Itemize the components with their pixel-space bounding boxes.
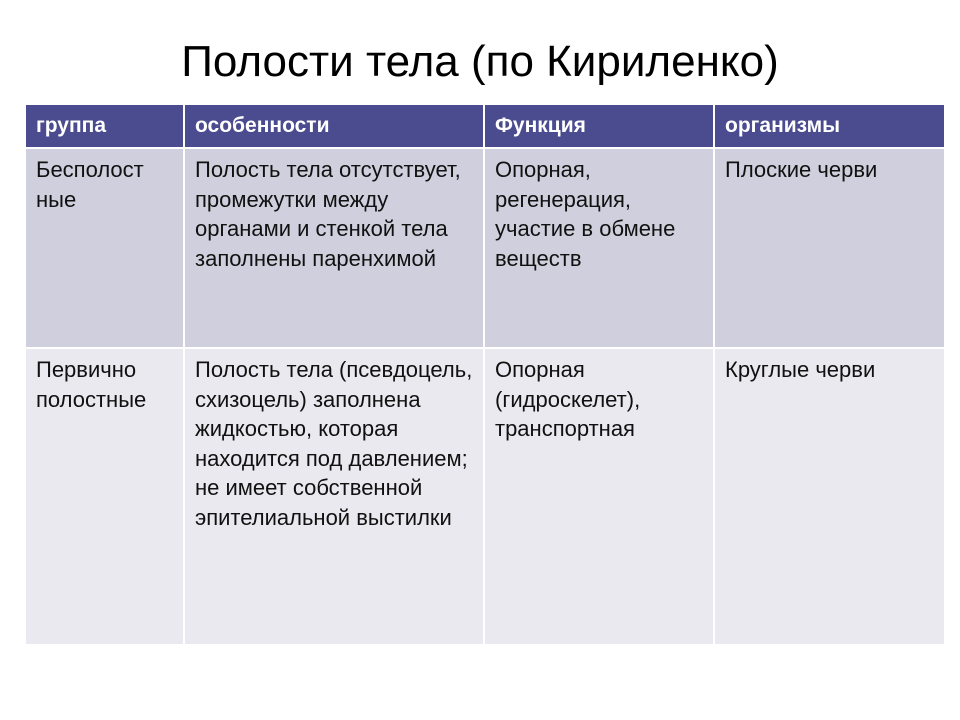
header-features: особенности: [184, 104, 484, 148]
header-function: Функция: [484, 104, 714, 148]
header-organisms: организмы: [714, 104, 945, 148]
comparison-table: [24, 103, 946, 646]
cell-features: Полость тела отсутствует, промежутки между органами и стенкой тела заполнены паренхимой: [184, 148, 484, 348]
header-group: группа: [25, 104, 184, 148]
table-row: [25, 348, 945, 645]
cell-function: Опорная (гидроскелет), транспортная: [484, 348, 714, 645]
table-row: [25, 148, 945, 348]
cell-features: Полость тела (псевдоцель, схизоцель) заполнена жидкостью, которая находится под давлением; не имеет собственной эпителиальной выстилки: [184, 348, 484, 645]
cell-group: Бесполост ные: [25, 148, 184, 348]
cell-organisms: Плоские черви: [714, 148, 945, 348]
cell-group: Первично полостные: [25, 348, 184, 645]
slide-title: Полости тела (по Кириленко): [181, 37, 779, 86]
table-header-row: [25, 104, 945, 148]
cell-organisms: Круглые черви: [714, 348, 945, 645]
cell-function: Опорная, регенерация, участие в обмене веществ: [484, 148, 714, 348]
